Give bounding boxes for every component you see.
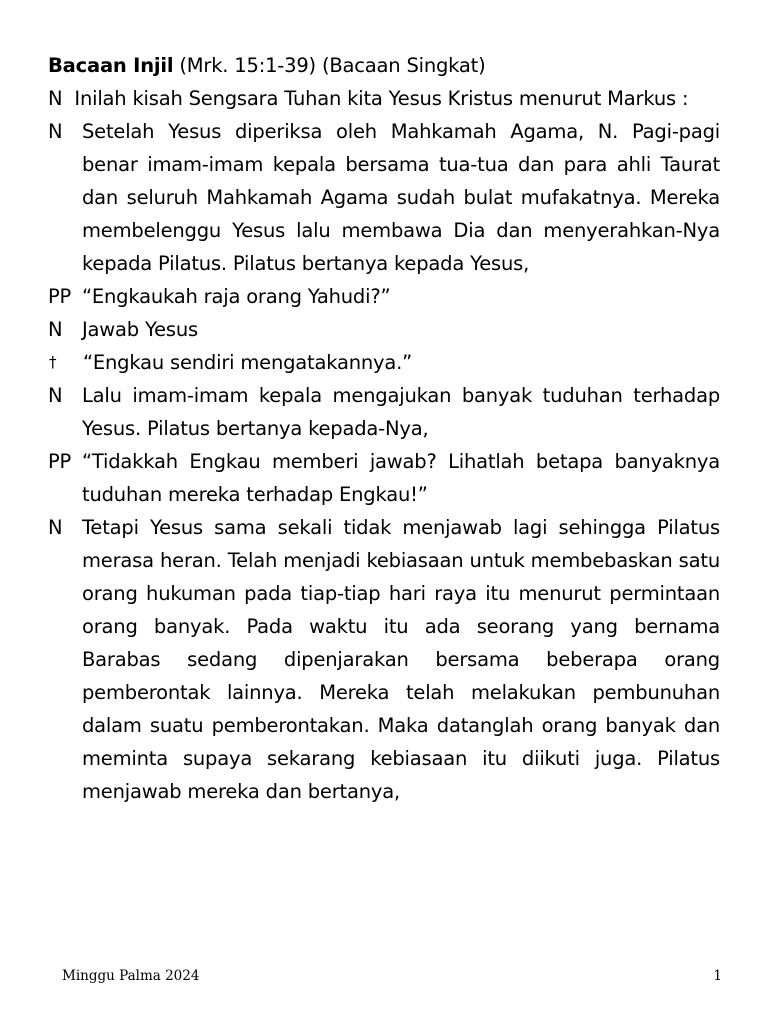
dialogue-entry	[48, 379, 720, 445]
footer-title: Minggu Palma 2024	[62, 968, 200, 984]
intro-text: Inilah kisah Sengsara Tuhan kita Yesus Kristus menurut Markus :	[74, 87, 689, 110]
intro-paragraph	[48, 82, 720, 115]
speaker-role-dagger: †	[49, 353, 57, 371]
reading-title: Bacaan Injil	[48, 54, 174, 77]
reading-reference: (Mrk. 15:1-39) (Bacaan Singkat)	[173, 54, 486, 77]
document-page	[48, 49, 720, 808]
speaker-role: PP	[48, 285, 72, 308]
speaker-role: N	[48, 384, 63, 407]
speaker-role: N	[48, 120, 63, 143]
dialogue-entry	[48, 511, 720, 808]
page-number: 1	[713, 968, 722, 984]
dialogue-entry	[48, 280, 720, 313]
speaker-role: N	[48, 318, 63, 341]
dialogue-entry	[48, 313, 720, 346]
dialogue-entry	[48, 115, 720, 280]
speaker-role: N	[48, 516, 63, 539]
entry-text: “Engkaukah raja orang Yahudi?”	[82, 285, 391, 308]
entry-text: “Tidakkah Engkau memberi jawab? Lihatlah betapa banyaknya tuduhan mereka terhadap Engkau!”	[82, 450, 720, 506]
entry-text: Tetapi Yesus sama sekali tidak menjawab lagi sehingga Pilatus merasa heran. Telah menjadi kebiasaan untuk membebaskan satu orang hukuman pada tiap-tiap hari raya itu menurut permintaan orang banyak. Pada waktu itu ada seorang yang bernama Barabas sedang dipenjarakan bersama beberapa orang pemberontak lainnya. Mereka telah melakukan pembunuhan dalam suatu pemberontakan. Maka datanglah orang banyak dan meminta supaya sekarang kebiasaan itu diikuti juga. Pilatus menjawab mereka dan bertanya,	[82, 516, 720, 803]
entry-text: Jawab Yesus	[82, 318, 198, 341]
dialogue-entry	[48, 346, 720, 379]
intro-speaker: N	[48, 87, 63, 110]
entry-text: “Engkau sendiri mengatakannya.”	[83, 351, 413, 374]
entry-text: Lalu imam-imam kepala mengajukan banyak tuduhan terhadap Yesus. Pilatus bertanya kepada-Nya,	[82, 384, 720, 440]
entry-text: Setelah Yesus diperiksa oleh Mahkamah Agama, N. Pagi-pagi benar imam-imam kepala bersama tua-tua dan para ahli Taurat dan seluruh Mahkamah Agama sudah bulat mufakatnya. Mereka membelenggu Yesus lalu membawa Dia dan menyerahkan-Nya kepada Pilatus. Pilatus bertanya kepada Yesus,	[82, 120, 720, 275]
speaker-role: PP	[48, 450, 72, 473]
reading-heading	[48, 49, 720, 82]
dialogue-entry	[48, 445, 720, 511]
